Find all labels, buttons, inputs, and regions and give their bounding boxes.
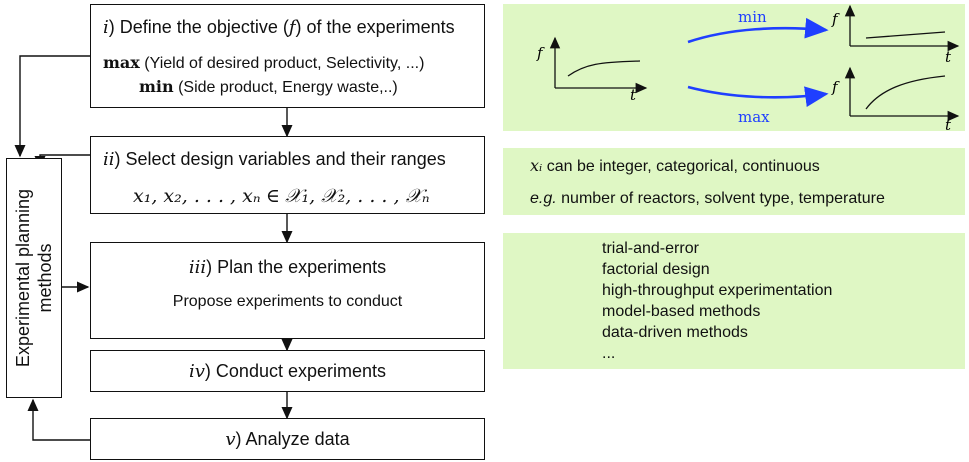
label-min: min: [738, 8, 767, 26]
method-item: factorial design: [602, 261, 710, 278]
curve-min: [866, 32, 945, 38]
axis-f-max: f: [832, 78, 838, 96]
axis-t-min: t: [945, 48, 952, 66]
axis-t-max: t: [945, 116, 952, 134]
step-ii-box: [90, 136, 485, 214]
method-item: ...: [602, 345, 616, 362]
step-v-title: v) Analyze data: [225, 429, 350, 450]
step-iii-title: iii) Plan the experiments: [188, 257, 387, 278]
step-i-title: i) Define the objective (f) of the experiments: [103, 17, 455, 38]
step-iv-box: [90, 350, 485, 392]
step-i-max-line: max (Yield of desired product, Selectivity, ...): [103, 53, 425, 72]
curve-max: [866, 76, 945, 109]
step-iii-subtitle: Propose experiments to conduct: [172, 293, 403, 310]
method-item: data-driven methods: [602, 324, 748, 341]
method-item: model-based methods: [602, 303, 761, 320]
methods-list: [602, 238, 832, 364]
curve-initial: [568, 61, 640, 76]
method-item: trial-and-error: [602, 240, 699, 257]
step-ii-title: ii) Select design variables and their ranges: [103, 149, 446, 170]
step-i-box: [90, 4, 485, 108]
variables-line-2: e.g. number of reactors, solvent type, temperature: [530, 190, 885, 207]
method-item: high-throughput experimentation: [602, 282, 833, 299]
axis-f-initial: f: [537, 44, 543, 62]
step-v-box: [90, 418, 485, 460]
label-max: max: [738, 108, 770, 126]
step-ii-formula: x₁, x₂, . . . , xₙ ∈ 𝒳₁, 𝒳₂, . . . , 𝒳ₙ: [133, 185, 430, 207]
step-i-min-line: min (Side product, Energy waste,..): [139, 77, 398, 96]
side-label: Experimental planning methods: [13, 188, 55, 368]
step-iii-box: [90, 242, 485, 339]
variables-line-1: xᵢ can be integer, categorical, continuous: [530, 156, 820, 175]
axis-t-initial: t: [630, 86, 637, 104]
axis-f-min: f: [832, 10, 838, 28]
step-iv-title: iv) Conduct experiments: [188, 361, 387, 382]
experimental-planning-methods-box: [6, 158, 62, 398]
